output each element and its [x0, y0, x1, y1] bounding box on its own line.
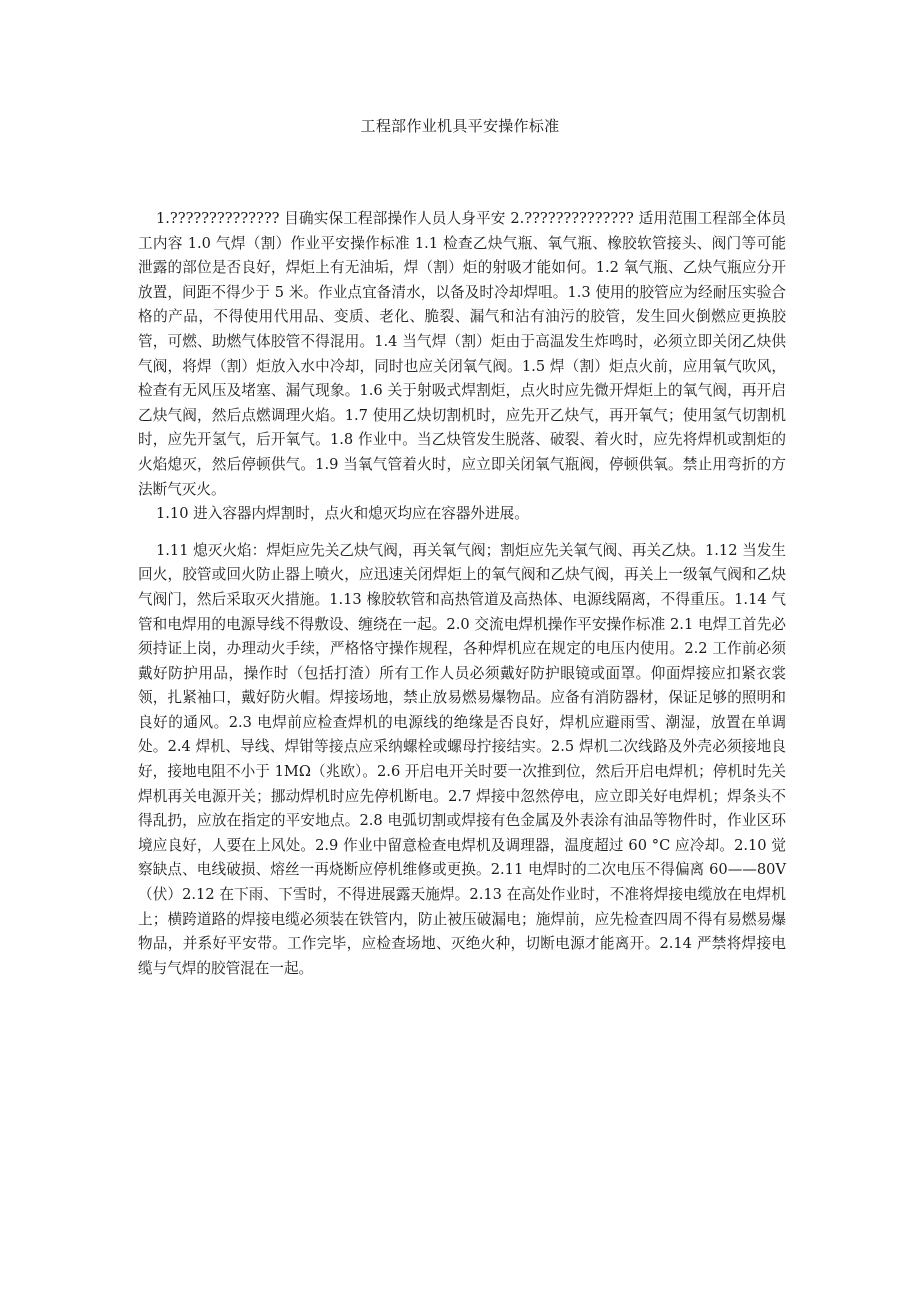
paragraph-electric-welding: 1.11 熄灭火焰：焊炬应先关乙炔气阀，再关氧气阀；割炬应先关氧气阀、再关乙炔。1.12 当发生回火，胶管或回火防止器上喷火，应迅速关闭焊炬上的氧气阀和乙炔气阀，再关上一级氧气阀和乙炔气阀门，然后采取灭火措施。1.13 橡胶软管和高热管道及高热体、电源线隔离，不得重压。1.14 气管和电焊用的电源导线不得敷设、缠绕在一起。2.0 交流电焊机操作平安操作标准 2.1 电焊工首先必须持证上岗，办理动火手续，严格恪守操作规程，各种焊机应在规定的电压内使用。2.2 工作前必须戴好防护用品，操作时（包括打渣）所有工作人员必须戴好防护眼镜或面罩。仰面焊接应扣紧衣裳领，扎紧袖口，戴好防火帽。焊接场地，禁止放易燃易爆物品。应备有消防器材，保证足够的照明和良好的通风。2.3 电焊前应检查焊机的电源线的绝缘是否良好，焊机应避雨雪、潮湿，放置在单调处。2.4 焊机、导线、焊钳等接点应采纳螺栓或螺母拧接结实。2.5 焊机二次线路及外壳必须接地良好，接地电阻不小于 1MΩ（兆欧）。2.6 开启电开关时要一次推到位，然后开启电焊机；停机时先关焊机再关电源开关；挪动焊机时应先停机断电。2.7 焊接中忽然停电，应立即关好电焊机；焊条头不得乱扔，应放在指定的平安地点。2.8 电弧切割或焊接有色金属及外表涂有油品等物件时，作业区环境应良好，人要在上风处。2.9 作业中留意检查电焊机及调理器，温度超过 60 °C 应冷却。2.10 觉察缺点、电线破损、熔丝一再烧断应停机维修或更换。2.11 电焊时的二次电压不得偏离 60——80V（伏）2.12 在下雨、下雪时，不得进展露天施焊。2.13 在高处作业时，不准将焊接电缆放在电焊机上；横跨道路的焊接电缆必须装在铁管内，防止被压破漏电；施焊前，应先检查四周不得有易燃易爆物品，并系好平安带。工作完毕，应检查场地、灭绝火种，切断电源才能离开。2.14 严禁将焊接电缆与气焊的胶管混在一起。 [138, 541, 786, 977]
paragraph-container-welding: 1.10 进入容器内焊割时，点火和熄灭均应在容器外进展。 [156, 505, 529, 523]
document-title: 工程部作业机具平安操作标准 [360, 117, 560, 135]
paragraph-gas-welding: 1.?????????????? 目确实保工程部操作人员人身平安 2.?????????????? 适用范围工程部全体员工内容 1.0 气焊（割）作业平安操作标准 1.1 检查乙炔气瓶、氧气瓶、橡胶软管接头、阀门等可能泄露的部位是否良好，焊炬上有无油垢，焊（割）炬的射吸才能如何。1.2 氧气瓶、乙炔气瓶应分开放置，间距不得少于 5 米。作业点宜备清水，以备及时冷却焊咀。1.3 使用的胶管应为经耐压实验合格的产品，不得使用代用品、变质、老化、脆裂、漏气和沾有油污的胶管，发生回火倒燃应更换胶管，可燃、助燃气体胶管不得混用。1.4 当气焊（割）炬由于高温发生炸鸣时，必须立即关闭乙炔供气阀，将焊（割）炬放入水中冷却，同时也应关闭氧气阀。1.5 焊（割）炬点火前，应用氧气吹风，检查有无风压及堵塞、漏气现象。1.6 关于射吸式焊割炬，点火时应先微开焊炬上的氧气阀，再开启乙炔气阀，然后点燃调理火焰。1.7 使用乙炔切割机时，应先开乙炔气，再开氧气；使用氢气切割机时，应先开氢气，后开氧气。1.8 作业中。当乙炔管发生脱落、破裂、着火时，应先将焊机或割炬的火焰熄灭，然后停顿供气。1.9 当氧气管着火时，应立即关闭氧气瓶阀，停顿供氧。禁止用弯折的方法断气灭火。 [138, 210, 786, 498]
document-body [138, 207, 786, 981]
